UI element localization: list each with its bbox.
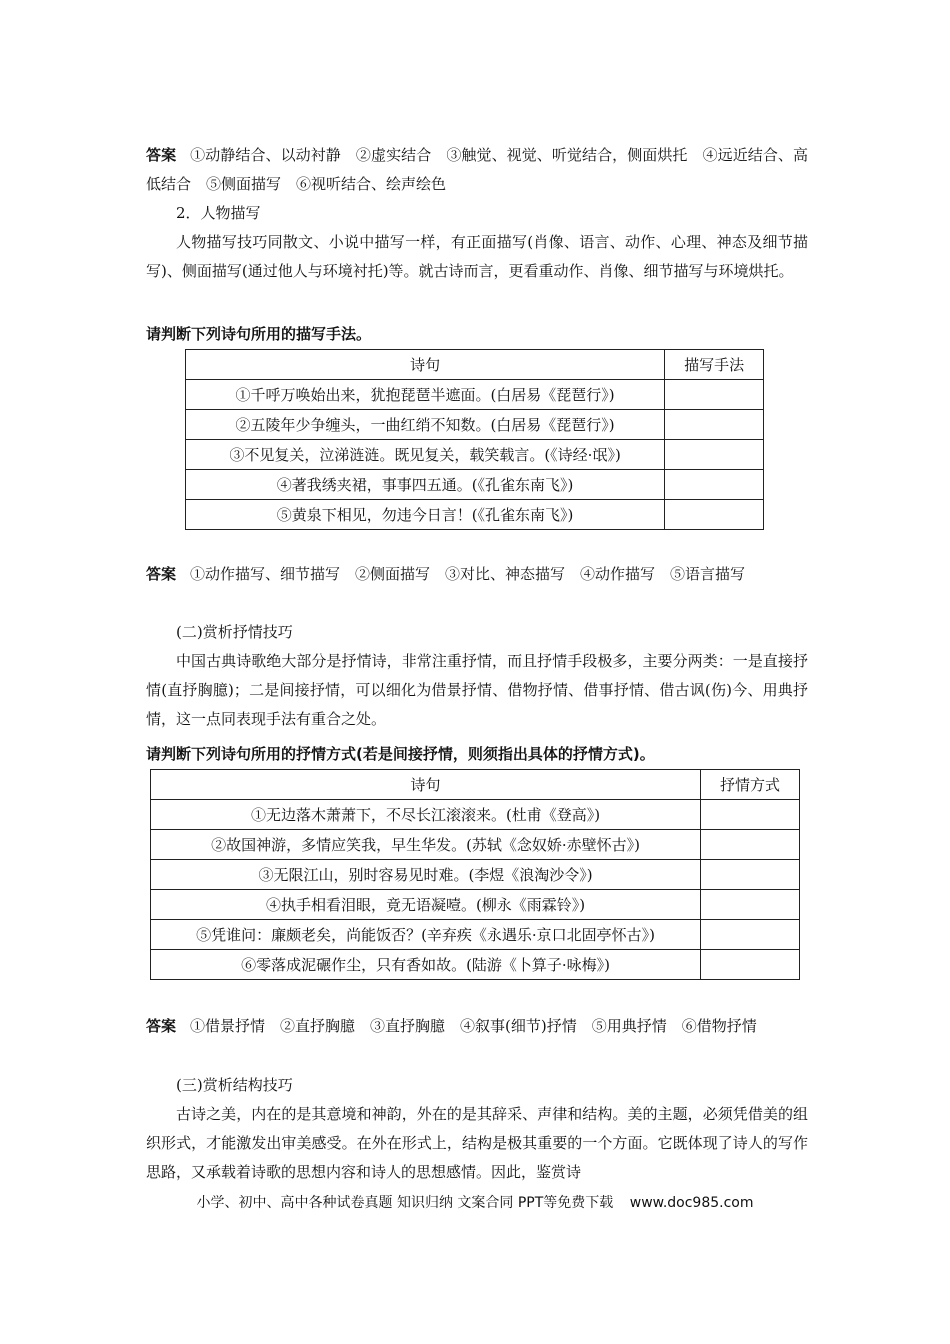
table-row bbox=[151, 950, 800, 980]
table1-poem-cell: ②五陵年少争缠头，一曲红绡不知数。(白居易《琵琶行》) bbox=[186, 410, 665, 440]
table1-answer-cell bbox=[665, 440, 764, 470]
table2-poem-cell: ③无限江山，别时容易见时难。(李煜《浪淘沙令》) bbox=[151, 860, 701, 890]
table2-header bbox=[151, 770, 800, 800]
table1-poem-cell: ①千呼万唤始出来，犹抱琵琶半遮面。(白居易《琵琶行》) bbox=[186, 380, 665, 410]
table1-poem-cell: ③不见复关，泣涕涟涟。既见复关，载笑载言。(《诗经·氓》) bbox=[186, 440, 665, 470]
table1-poem-cell: ⑤黄泉下相见，勿违今日言！(《孔雀东南飞》) bbox=[186, 500, 665, 530]
table-row bbox=[186, 500, 764, 530]
table2-answer-cell bbox=[701, 830, 800, 860]
answer-label: 答案 bbox=[146, 565, 177, 583]
table-row bbox=[151, 830, 800, 860]
table1-answer-cell bbox=[665, 470, 764, 500]
table2-poem-cell: ②故国神游，多情应笑我，早生华发。(苏轼《念奴娇·赤壁怀古》) bbox=[151, 830, 701, 860]
table2-answer bbox=[146, 1012, 808, 1041]
table-row bbox=[186, 470, 764, 500]
section-struct-text: 古诗之美，内在的是其意境和神韵，外在的是其辞采、声律和结构。美的主题，必须凭借美的组织形式，才能激发出审美感受。在外在形式上，结构是极其重要的一个方面。它既体现了诗人的写作思路，又承载着诗歌的思想内容和诗人的思想感情。因此，鉴赏诗 bbox=[146, 1105, 808, 1181]
scenery-answer-text: ①动静结合、以动衬静 ②虚实结合 ③触觉、视觉、听觉结合，侧面烘托 ④远近结合、高低结合 ⑤侧面描写 ⑥视听结合、绘声绘色 bbox=[146, 146, 808, 193]
table2 bbox=[150, 769, 800, 980]
scenery-answer bbox=[146, 141, 808, 199]
table-row bbox=[186, 410, 764, 440]
table-row bbox=[151, 860, 800, 890]
table2-poem-cell: ⑤凭谁问：廉颇老矣，尚能饭否？(辛弃疾《永遇乐·京口北固亭怀古》) bbox=[151, 920, 701, 950]
table1-answer-cell bbox=[665, 410, 764, 440]
table1-answer-cell bbox=[665, 380, 764, 410]
table-row bbox=[186, 440, 764, 470]
footer-site-link[interactable]: www.doc985.com bbox=[629, 1195, 754, 1211]
table1-answer bbox=[146, 560, 808, 589]
table2-answer-text: ①借景抒情 ②直抒胸臆 ③直抒胸臆 ④叙事(细节)抒情 ⑤用典抒情 ⑥借物抒情 bbox=[190, 1017, 757, 1035]
table2-answer-cell bbox=[701, 890, 800, 920]
table1-col-method: 描写手法 bbox=[665, 350, 764, 380]
table1-answer-text: ①动作描写、细节描写 ②侧面描写 ③对比、神态描写 ④动作描写 ⑤语言描写 bbox=[190, 565, 746, 583]
section-struct-title: (三)赏析结构技巧 bbox=[176, 1076, 293, 1094]
table1-poem-cell: ④著我绣夹裙，事事四五通。(《孔雀东南飞》) bbox=[186, 470, 665, 500]
section2-title: 2．人物描写 bbox=[176, 204, 261, 222]
table2-answer-cell bbox=[701, 950, 800, 980]
footer bbox=[0, 1192, 950, 1212]
section-lyric-text: 中国古典诗歌绝大部分是抒情诗，非常注重抒情，而且抒情手段极多，主要分两类：一是直接抒情(直抒胸臆)；二是间接抒情，可以细化为借景抒情、借物抒情、借事抒情、借古讽(伤)今、用典抒情，这一点同表现手法有重合之处。 bbox=[146, 652, 808, 728]
table1-header bbox=[186, 350, 764, 380]
answer-label: 答案 bbox=[146, 1017, 177, 1035]
table2-answer-cell bbox=[701, 920, 800, 950]
table1-prompt: 请判断下列诗句所用的描写手法。 bbox=[146, 325, 372, 343]
footer-text: 小学、初中、高中各种试卷真题 知识归纳 文案合同 PPT等免费下载 bbox=[196, 1195, 614, 1211]
table2-col-method: 抒情方式 bbox=[701, 770, 800, 800]
table2-answer-cell bbox=[701, 860, 800, 890]
table-row bbox=[151, 890, 800, 920]
table-row bbox=[186, 380, 764, 410]
section2-text: 人物描写技巧同散文、小说中描写一样，有正面描写(肖像、语言、动作、心理、神态及细节描写)、侧面描写(通过他人与环境衬托)等。就古诗而言，更看重动作、肖像、细节描写与环境烘托。 bbox=[146, 233, 808, 280]
table-row bbox=[151, 800, 800, 830]
table1-answer-cell bbox=[665, 500, 764, 530]
table2-col-poem: 诗句 bbox=[151, 770, 701, 800]
section-lyric-title: (二)赏析抒情技巧 bbox=[176, 623, 293, 641]
table1 bbox=[185, 349, 764, 530]
table2-poem-cell: ①无边落木萧萧下，不尽长江滚滚来。(杜甫《登高》) bbox=[151, 800, 701, 830]
table1-col-poem: 诗句 bbox=[186, 350, 665, 380]
table2-prompt: 请判断下列诗句所用的抒情方式(若是间接抒情，则须指出具体的抒情方式)。 bbox=[146, 745, 655, 763]
table-row bbox=[151, 920, 800, 950]
table2-poem-cell: ④执手相看泪眼，竟无语凝噎。(柳永《雨霖铃》) bbox=[151, 890, 701, 920]
table2-poem-cell: ⑥零落成泥碾作尘，只有香如故。(陆游《卜算子·咏梅》) bbox=[151, 950, 701, 980]
table2-answer-cell bbox=[701, 800, 800, 830]
answer-label: 答案 bbox=[146, 146, 177, 164]
